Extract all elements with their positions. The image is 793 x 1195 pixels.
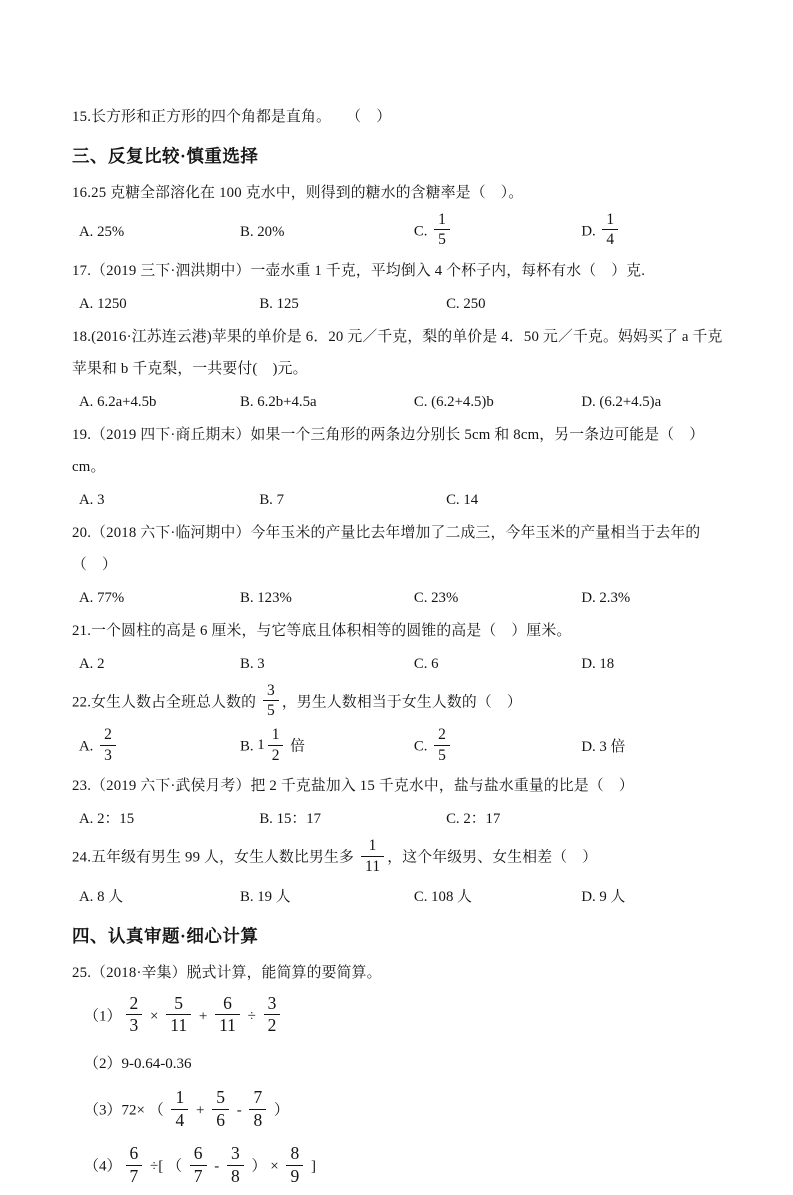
text-run: 16.25 克糖全部溶化在 100 克水中，则得到的糖水的含糖率是（ ）。 [72, 185, 524, 201]
fraction [268, 726, 284, 764]
text-run: ÷[ （ [146, 1158, 186, 1175]
text-run: 6.2a+4.5b [97, 393, 157, 410]
option-label: B. [259, 295, 277, 312]
text-run: 2.3% [599, 589, 631, 606]
option-label: A. [79, 589, 98, 606]
option-label: C. [446, 491, 464, 508]
option [79, 725, 240, 769]
fraction-denominator: 11 [215, 1014, 240, 1036]
option-label: A. [79, 223, 98, 240]
option [581, 731, 723, 763]
options-row [72, 803, 723, 835]
option [414, 648, 581, 680]
question-text [72, 255, 723, 287]
fraction-denominator: 8 [227, 1165, 244, 1187]
mixed-number-whole: 1 [257, 737, 265, 754]
option [240, 725, 414, 769]
question-text [72, 770, 723, 802]
option-label: D. [581, 739, 600, 756]
text-run: (6.2+4.5)b [431, 393, 494, 410]
option [240, 386, 414, 418]
options-row [72, 288, 723, 320]
text-run: 25.（2018·辛集）脱式计算，能简算的要简算。 [72, 964, 382, 981]
option-label: C. [413, 393, 432, 410]
option-label: B. [240, 589, 258, 606]
text-run: 123% [257, 589, 292, 606]
fraction-numerator: 2 [104, 726, 112, 744]
option-label: A. [79, 811, 98, 828]
fraction-denominator: 11 [361, 856, 384, 875]
section-heading: 三、反复比较·慎重选择 [72, 146, 259, 166]
section-heading: 四、认真审题·细心计算 [72, 925, 259, 946]
text-run: 125 [276, 295, 299, 312]
fraction [126, 994, 143, 1036]
fraction [249, 1088, 266, 1130]
fraction [602, 211, 618, 249]
text-run: 7 [276, 491, 284, 508]
text-run: 2 [97, 655, 105, 672]
fraction-numerator: 1 [438, 211, 446, 228]
options-row [72, 210, 723, 254]
fraction-numerator: 6 [193, 1143, 203, 1164]
text-run: 24.五年级有男生 99 人，女生人数比男生多 [72, 849, 358, 866]
question-text [72, 615, 723, 647]
option [240, 881, 414, 913]
option [240, 216, 414, 248]
option [79, 288, 259, 320]
fraction-numerator: 1 [368, 837, 377, 855]
option [414, 386, 581, 418]
fraction [190, 1144, 207, 1186]
options-row [72, 648, 723, 680]
text-run: 21.一个圆柱的高是 6 厘米，与它等底且体积相等的圆锥的高是（ ）厘米。 [72, 622, 572, 639]
option [581, 881, 723, 913]
text-run: 18 [599, 655, 615, 672]
option [414, 725, 581, 769]
text-run: 19.（2019 四下·商丘期末）如果一个三角形的两条边分别长 5cm 和 8cm，另一条边可能是（ ）cm。 [72, 426, 705, 475]
text-run: 250 [463, 295, 486, 312]
option-label: B. [240, 393, 258, 410]
fraction [434, 726, 450, 764]
option-label: A. [79, 393, 98, 410]
fraction [126, 1144, 143, 1186]
text-run: 108 人 [431, 888, 472, 905]
fraction-numerator: 2 [129, 992, 139, 1013]
text-run: 3 倍 [599, 739, 626, 756]
fraction-denominator: 8 [249, 1109, 266, 1131]
fraction-numerator: 1 [271, 726, 280, 744]
fraction-numerator: 2 [438, 726, 446, 744]
fraction-numerator: 3 [231, 1143, 240, 1164]
text-run: 1250 [97, 295, 127, 312]
fraction [263, 682, 279, 720]
option-label: D. [581, 223, 600, 240]
calc-expression [72, 1139, 723, 1195]
option [79, 648, 240, 680]
option-label: B. [240, 655, 258, 672]
option [446, 803, 723, 835]
text-run: 19 人 [257, 888, 291, 905]
option-label: C. [446, 811, 464, 828]
fraction-denominator: 11 [166, 1014, 191, 1036]
option-label: B. [259, 811, 277, 828]
option-label: D. [581, 393, 600, 410]
fraction-denominator: 6 [212, 1109, 229, 1131]
fraction [212, 1088, 229, 1130]
fraction-denominator: 5 [263, 700, 279, 719]
option [414, 881, 581, 913]
fraction-denominator: 3 [126, 1014, 143, 1036]
text-run: 倍 [286, 738, 305, 755]
fraction-numerator: 1 [606, 211, 615, 228]
text-run: 22.女生人数占全班总人数的 [72, 693, 260, 710]
fraction-denominator: 4 [171, 1109, 188, 1131]
fraction-denominator: 7 [126, 1165, 143, 1187]
option-label: A. [79, 295, 98, 312]
question-text [72, 101, 723, 133]
fraction-numerator: 6 [129, 1143, 139, 1164]
option-label: D. [581, 888, 600, 905]
text-run: 9 人 [599, 888, 626, 905]
text-run: 6 [431, 655, 439, 672]
option-label: C. [413, 223, 432, 240]
fraction-denominator: 2 [264, 1014, 281, 1036]
text-run: 17.（2019 三下·泗洪期中）一壶水重 1 千克，平均倒入 4 个杯子内，每杯有水（ ）克. [72, 262, 646, 279]
text-run: （4） [84, 1158, 122, 1175]
option [581, 648, 723, 680]
text-run: 2：17 [463, 811, 501, 828]
text-run: ） × [247, 1158, 283, 1175]
text-run: ） [270, 1102, 289, 1119]
text-run: 6.2b+4.5a [257, 393, 317, 410]
text-run: 3 [257, 655, 265, 672]
option [79, 484, 259, 516]
option-label: C. [413, 655, 432, 672]
text-run: 15.长方形和正方形的四个角都是直角。 （ ） [72, 109, 392, 125]
fraction-numerator: 7 [253, 1087, 263, 1108]
option-label: A. [79, 888, 98, 905]
option-label: B. [259, 491, 277, 508]
option-label: B. [240, 888, 258, 905]
option-label: C. [413, 888, 432, 905]
option [79, 881, 240, 913]
option [259, 484, 446, 516]
text-run: ，这个年级男、女生相差（ ） [387, 849, 598, 866]
fraction-numerator: 3 [266, 681, 275, 699]
option-label: D. [581, 655, 600, 672]
question-text [72, 681, 723, 725]
option-label: A. [79, 738, 98, 755]
fraction-denominator: 4 [602, 229, 618, 248]
text-run: 18.(2016·江苏连云港)苹果的单价是 6．20 元／千克，梨的单价是 4．50 元／千克。妈妈买了 a 千克苹果和 b 千克梨，一共要付( )元。 [72, 328, 723, 377]
question-text [72, 836, 723, 880]
calc-expression [72, 1083, 723, 1139]
fraction [215, 994, 240, 1036]
text-run: （1） [84, 1008, 122, 1025]
option [414, 210, 581, 254]
options-row [72, 386, 723, 418]
text-run: (6.2+4.5)a [599, 393, 662, 410]
text-run: 77% [97, 589, 125, 606]
options-row [72, 582, 723, 614]
fraction [171, 1088, 188, 1130]
fraction [434, 211, 450, 249]
fraction-denominator: 3 [100, 745, 116, 764]
fraction [361, 837, 384, 875]
fraction-numerator: 5 [174, 992, 184, 1013]
text-run: 23.（2019 六下·武侯月考）把 2 千克盐加入 15 千克水中，盐与盐水重量的比是（ ） [72, 778, 634, 795]
option-label: C. [413, 738, 432, 755]
calc-expression [72, 989, 723, 1045]
calc-expression [72, 1045, 723, 1083]
text-run: 23% [431, 589, 459, 606]
option [414, 582, 581, 614]
options-row [72, 881, 723, 913]
option [79, 216, 240, 248]
text-run: - [232, 1102, 246, 1119]
mixed-number [257, 725, 286, 769]
text-run: ] [307, 1158, 316, 1175]
fraction-numerator: 5 [216, 1087, 225, 1108]
document-content [72, 101, 723, 1195]
text-run: 15：17 [276, 811, 321, 828]
fraction-numerator: 8 [290, 1143, 300, 1164]
text-run: ÷ [243, 1008, 260, 1025]
option [581, 210, 723, 254]
option [446, 288, 723, 320]
option [259, 803, 446, 835]
option-label: D. [581, 589, 600, 606]
text-run: 2：15 [97, 811, 135, 828]
option [79, 386, 240, 418]
option [79, 803, 259, 835]
question-text [72, 957, 723, 989]
text-run: × [146, 1008, 163, 1025]
option [581, 582, 723, 614]
fraction-denominator: 7 [190, 1165, 207, 1187]
option-label: C. [413, 589, 432, 606]
fraction [286, 1144, 303, 1186]
option-label: A. [79, 491, 98, 508]
question-text [72, 321, 723, 385]
options-row [72, 725, 723, 769]
fraction-numerator: 6 [223, 992, 232, 1013]
fraction-numerator: 3 [267, 992, 277, 1013]
text-run: 25% [97, 223, 125, 240]
option-label: C. [446, 295, 464, 312]
fraction-denominator: 2 [268, 745, 284, 764]
question-text [72, 517, 723, 581]
text-run: ，男生人数相当于女生人数的（ ） [281, 693, 522, 710]
text-run: 20.（2018 六下·临河期中）今年玉米的产量比去年增加了二成三，今年玉米的产量相当于去年的（ ） [72, 524, 701, 573]
fraction [227, 1144, 244, 1186]
option [240, 582, 414, 614]
text-run: 14 [463, 491, 479, 508]
text-run: 3 [97, 491, 105, 508]
option [446, 484, 723, 516]
text-run: + [192, 1102, 209, 1119]
fraction-numerator: 1 [175, 1087, 185, 1108]
option-label: A. [79, 655, 98, 672]
question-text [72, 419, 723, 483]
text-run: 8 人 [97, 888, 123, 905]
fraction [100, 726, 116, 764]
option-label: B. [240, 223, 258, 240]
text-run: 20% [257, 223, 285, 240]
text-run: （2）9-0.64-0.36 [84, 1056, 192, 1073]
fraction-denominator: 5 [434, 229, 450, 248]
text-run: + [195, 1008, 212, 1025]
option [581, 386, 723, 418]
fraction [264, 994, 281, 1036]
fraction [166, 994, 191, 1036]
option-label: B. [240, 738, 258, 755]
text-run: （3）72× （ [84, 1102, 168, 1119]
text-run: - [210, 1158, 223, 1175]
option [79, 582, 240, 614]
fraction-denominator: 5 [434, 745, 450, 764]
options-row [72, 484, 723, 516]
question-text [72, 177, 723, 209]
option [259, 288, 446, 320]
option [240, 648, 414, 680]
fraction-denominator: 9 [286, 1165, 303, 1187]
